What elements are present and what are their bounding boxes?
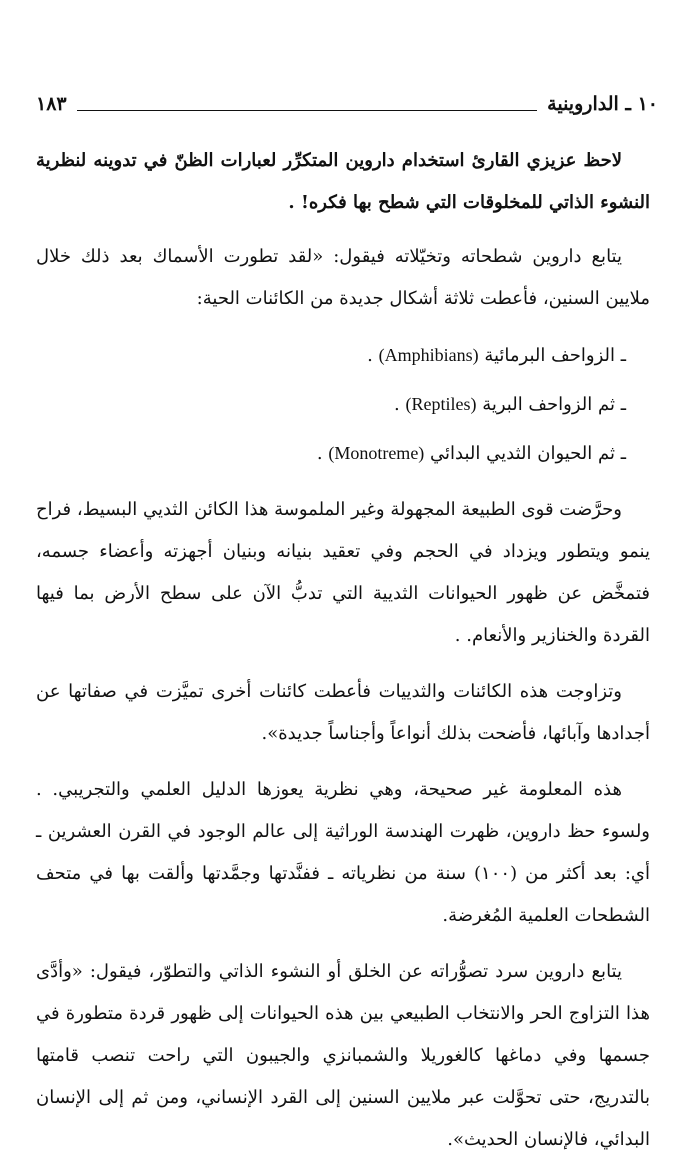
- page-body: [36, 140, 650, 1175]
- paragraph-mammal-evolution: وحرَّضت قوى الطبيعة المجهولة وغير الملموسة هذا الكائن الثديي البسيط، فراح ينمو ويتطور ويزداد في الحجم وفي تعقيد بنيانه وبنيان أجهزته وأعضاء جسمه، فتمخَّض عن ظهور الحيوانات الثديية التي تدبُّ الآن على سطح الأرض بما فيها القردة والخنازير والأنعام. .: [36, 499, 650, 646]
- list-item-amphibians: [36, 334, 650, 377]
- chapter-title: ١٠ ـ الداروينية: [547, 93, 658, 115]
- list-item-reptiles: [36, 383, 650, 426]
- list-item-text: ـ ثم الزواحف البرية: [482, 394, 626, 415]
- list-item-text: ـ ثم الحيوان الثديي البدائي: [430, 443, 626, 464]
- list-item-english-term: (Amphibians): [378, 345, 479, 365]
- header-rule: [77, 110, 538, 111]
- running-header: [36, 86, 658, 116]
- list-item-end: .: [316, 443, 323, 464]
- list-item-english-term: (Monotreme): [328, 443, 425, 463]
- paragraph-apes-to-man: يتابع داروين سرد تصوُّراته عن الخلق أو النشوء الذاتي والتطوّر، فيقول: «وأدَّى هذا التزاوج الحر والانتخاب الطبيعي بين هذه الحيوانات إلى ظهور قردة متطورة في جسمها وفي دماغها كالغوريلا والشمبانزي والجيبون التي راحت تنصب قامتها بالتدريج، حتى تحوَّلت عبر ملايين السنين إلى القرد الإنساني، ومن ثم إلى الإنسان البدائي، فالإنسان الحديث».: [36, 961, 650, 1150]
- page-number: ١٨٣: [36, 93, 67, 115]
- list-item-monotreme: [36, 432, 650, 475]
- list-item-end: .: [394, 394, 400, 415]
- paragraph-refutation: هذه المعلومة غير صحيحة، وهي نظرية يعوزها الدليل العلمي والتجريبي. . ولسوء حظ داروين، ظهرت الهندسة الوراثية إلى عالم الوجود في القرن العشرين ـ أي: بعد أكثر من (١٠٠) سنة من نظرياته ـ ففنَّدتها وجمَّدتها وألقت بها في متحف الشطحات العلمية المُغرضة.: [36, 779, 650, 926]
- reader-note: لاحظ عزيزي القارئ استخدام داروين المتكرِّر لعبارات الظنّ في تدوينه لنظرية النشوء الذاتي للمخلوقات التي شطح بها فكره! .: [36, 150, 650, 213]
- list-item-english-term: (Reptiles): [405, 394, 477, 414]
- list-item-end: .: [367, 345, 373, 366]
- paragraph-new-species: وتزاوجت هذه الكائنات والثدييات فأعطت كائنات أخرى تميَّزت في صفاتها عن أجدادها وآبائها، فأضحت بذلك أنواعاً وأجناساً جديدة».: [36, 681, 650, 744]
- paragraph-darwin-fish: يتابع داروين شطحاته وتخيّلاته فيقول: «لقد تطورت الأسماك بعد ذلك خلال ملايين السنين، فأعطت ثلاثة أشكال جديدة من الكائنات الحية:: [36, 246, 650, 309]
- list-item-text: ـ الزواحف البرمائية: [484, 345, 626, 366]
